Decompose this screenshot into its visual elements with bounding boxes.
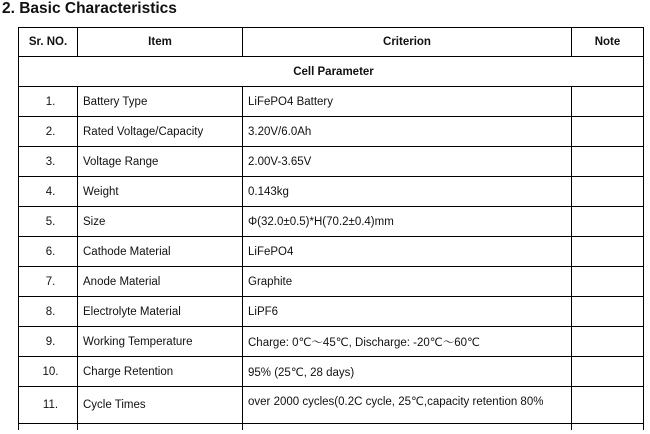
cell-partial	[572, 424, 644, 431]
cell-sr-no: 11.	[19, 387, 78, 424]
section-title: Cell Parameter	[19, 57, 644, 87]
cell-partial	[78, 424, 243, 431]
cell-criterion: LiFePO4 Battery	[243, 87, 572, 117]
table-row-partial	[19, 424, 644, 431]
cell-note	[572, 177, 644, 207]
cell-item: Electrolyte Material	[78, 297, 243, 327]
cell-note	[572, 237, 644, 267]
table-header-row	[19, 28, 644, 57]
cell-item: Anode Material	[78, 267, 243, 297]
cell-partial	[19, 424, 78, 431]
cell-item: Size	[78, 207, 243, 237]
table-row	[19, 357, 644, 387]
cell-item: Cathode Material	[78, 237, 243, 267]
cell-criterion: LiFePO4	[243, 237, 572, 267]
cell-criterion: Graphite	[243, 267, 572, 297]
cell-note	[572, 387, 644, 424]
table-row	[19, 267, 644, 297]
cell-note	[572, 87, 644, 117]
characteristics-table	[18, 27, 644, 430]
cell-criterion: 3.20V/6.0Ah	[243, 117, 572, 147]
table-row	[19, 297, 644, 327]
cell-sr-no: 10.	[19, 357, 78, 387]
cell-item: Rated Voltage/Capacity	[78, 117, 243, 147]
cell-note	[572, 297, 644, 327]
cell-partial	[243, 424, 572, 431]
cell-criterion: LiPF6	[243, 297, 572, 327]
cell-sr-no: 7.	[19, 267, 78, 297]
table-row	[19, 327, 644, 357]
table-row	[19, 207, 644, 237]
cell-sr-no: 9.	[19, 327, 78, 357]
cell-sr-no: 1.	[19, 87, 78, 117]
cell-item: Cycle Times	[78, 387, 243, 424]
cell-note	[572, 327, 644, 357]
cell-item: Working Temperature	[78, 327, 243, 357]
cell-criterion: 95% (25℃, 28 days)	[243, 357, 572, 387]
header-note: Note	[572, 28, 644, 57]
cell-sr-no: 4.	[19, 177, 78, 207]
header-sr-no: Sr. NO.	[19, 28, 78, 57]
cell-criterion: Φ(32.0±0.5)*H(70.2±0.4)mm	[243, 207, 572, 237]
cell-item: Charge Retention	[78, 357, 243, 387]
cell-criterion: Charge: 0℃～45℃, Discharge: -20℃～60℃	[243, 327, 572, 357]
cell-sr-no: 6.	[19, 237, 78, 267]
table-row	[19, 177, 644, 207]
table-row	[19, 237, 644, 267]
cell-sr-no: 5.	[19, 207, 78, 237]
cell-criterion: 2.00V-3.65V	[243, 147, 572, 177]
header-criterion: Criterion	[243, 28, 572, 57]
cell-note	[572, 267, 644, 297]
cell-item: Voltage Range	[78, 147, 243, 177]
cell-sr-no: 3.	[19, 147, 78, 177]
cell-note	[572, 117, 644, 147]
cell-note	[572, 207, 644, 237]
cell-sr-no: 8.	[19, 297, 78, 327]
cell-note	[572, 147, 644, 177]
cell-note	[572, 357, 644, 387]
table-row	[19, 117, 644, 147]
table-row	[19, 387, 644, 424]
cell-item: Battery Type	[78, 87, 243, 117]
section-row	[19, 57, 644, 87]
cell-criterion: over 2000 cycles(0.2C cycle, 25℃,capacity retention 80%	[243, 387, 572, 424]
table-row	[19, 87, 644, 117]
cell-sr-no: 2.	[19, 117, 78, 147]
cell-criterion: 0.143kg	[243, 177, 572, 207]
section-heading: 2. Basic Characteristics	[2, 0, 177, 17]
table-row	[19, 147, 644, 177]
header-item: Item	[78, 28, 243, 57]
cell-item: Weight	[78, 177, 243, 207]
